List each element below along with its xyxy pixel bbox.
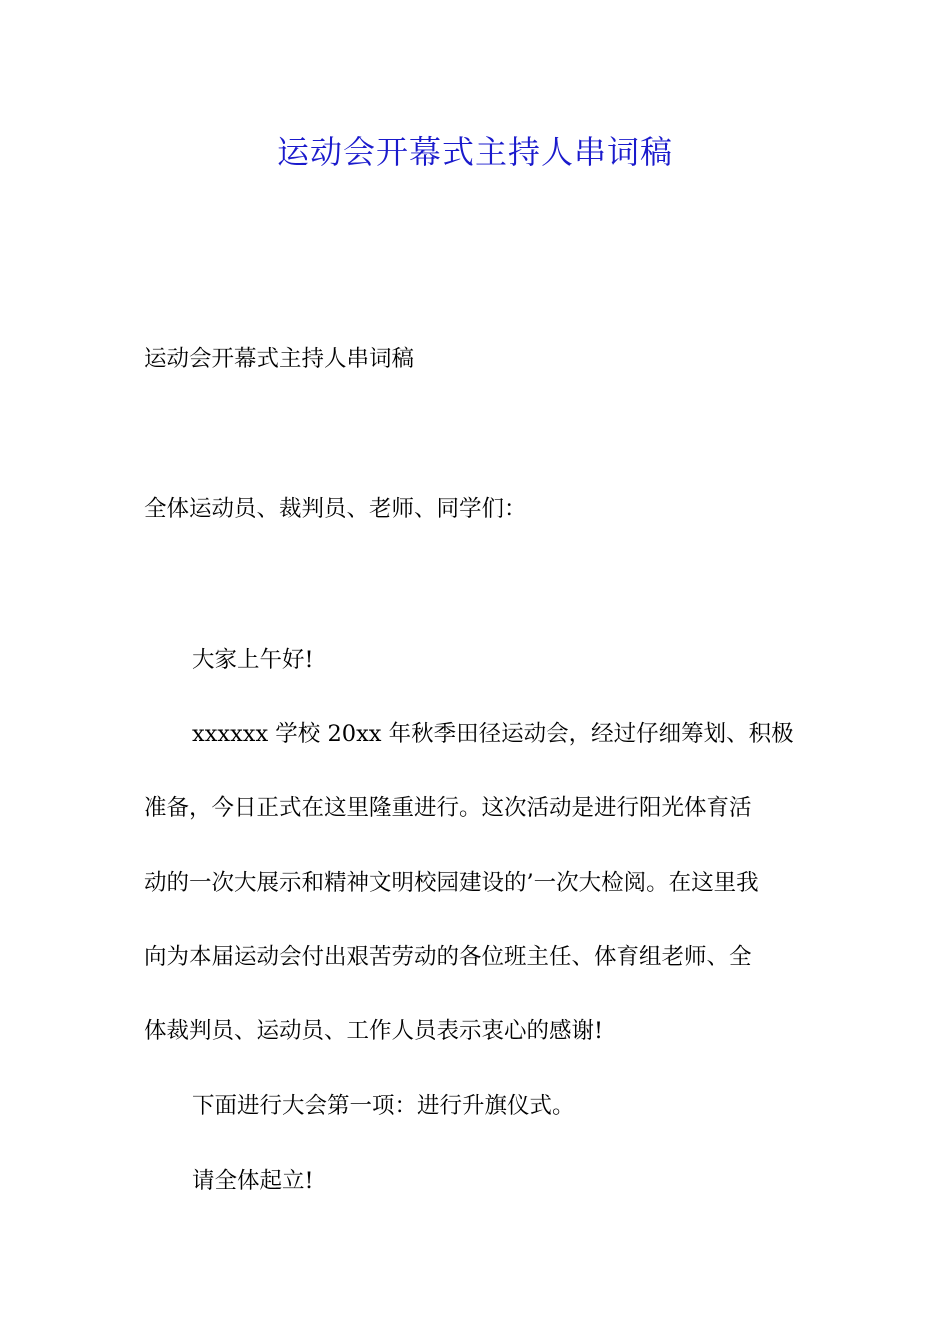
body-line: 体裁判员、运动员、工作人员表示衷心的感谢! [144, 1018, 604, 1044]
body-line: 向为本届运动会付出艰苦劳动的各位班主任、体育组老师、全 [144, 944, 752, 970]
document-title: 运动会开幕式主持人串词稿 [276, 133, 673, 171]
subtitle-line: 运动会开幕式主持人串词稿 [144, 346, 415, 372]
body-line: 请全体起立! [192, 1168, 314, 1194]
greeting-line: 大家上午好! [192, 647, 314, 673]
body-line: xxxxxx 学校 20xx 年秋季田径运动会，经过仔细筹划、积极 [192, 721, 794, 747]
body-line: 下面进行大会第一项：进行升旗仪式。 [192, 1093, 575, 1119]
body-line: 准备，今日正式在这里隆重进行。这次活动是进行阳光体育活 [144, 795, 752, 821]
salutation-line: 全体运动员、裁判员、老师、同学们： [144, 496, 527, 522]
body-line: 动的一次大展示和精神文明校园建设的’一次大检阅。在这里我 [144, 870, 759, 896]
